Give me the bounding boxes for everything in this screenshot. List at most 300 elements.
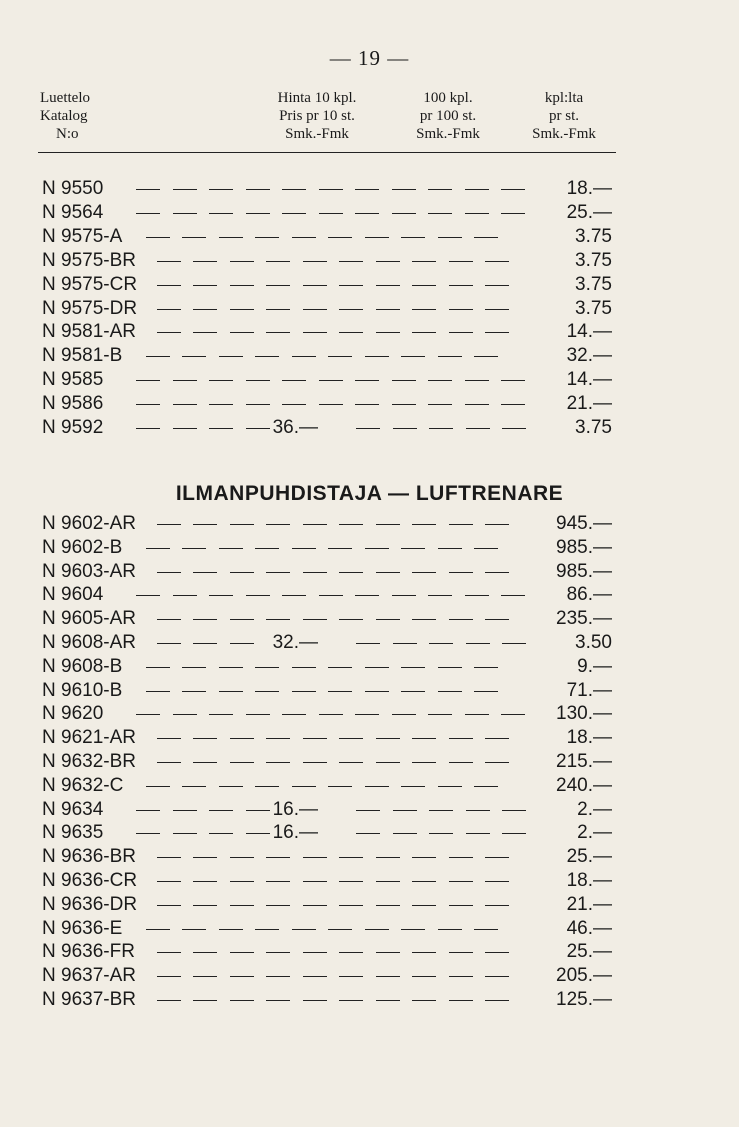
price-each: 32.— <box>566 345 612 367</box>
leader-dash <box>303 952 327 953</box>
leader-dash <box>376 881 400 882</box>
leader-dash <box>266 976 290 977</box>
item-code: N 9604 <box>42 584 104 606</box>
leader-dash <box>292 691 316 692</box>
leader-dash <box>193 1000 217 1001</box>
price-each: 71.— <box>566 679 612 701</box>
leader-dash <box>412 572 436 573</box>
leader-dash <box>157 309 181 310</box>
leader-dash <box>438 667 462 668</box>
list-item <box>0 655 739 679</box>
leader-dash <box>292 667 316 668</box>
leader-dash <box>412 976 436 977</box>
leader-dash <box>230 285 254 286</box>
leader-dash <box>157 332 181 333</box>
item-code: N 9575-A <box>42 225 123 247</box>
list-item <box>0 726 739 750</box>
price-each: 25.— <box>566 201 612 223</box>
leader-dash <box>230 524 254 525</box>
leader-dash <box>428 213 452 214</box>
leader-dash <box>255 548 279 549</box>
list-item <box>0 893 739 917</box>
leader-dash <box>392 189 416 190</box>
leader-dash <box>449 524 473 525</box>
list-item <box>0 679 739 703</box>
header-rule <box>38 152 616 153</box>
leader-dash <box>319 714 343 715</box>
header-price-100-line-3: Smk.-Fmk <box>416 126 480 142</box>
item-code: N 9610-B <box>42 679 123 701</box>
leader-dash <box>173 428 197 429</box>
leader-dash <box>428 714 452 715</box>
leader-dash <box>485 952 509 953</box>
leader-dash <box>429 833 453 834</box>
list-item <box>0 798 739 822</box>
leader-dash <box>319 213 343 214</box>
leader-dash <box>355 213 379 214</box>
price-each: 3.50 <box>575 632 612 653</box>
price-each: 86.— <box>566 584 612 606</box>
leader-dash <box>401 356 425 357</box>
leader-dash <box>193 332 217 333</box>
price-each: 125.— <box>556 989 612 1010</box>
leader-dash <box>193 643 217 644</box>
leader-dash <box>485 1000 509 1001</box>
leader-dash <box>157 285 181 286</box>
item-code: N 9602-AR <box>42 513 136 534</box>
leader-dash <box>376 619 400 620</box>
leader-dash <box>209 714 233 715</box>
leader-dash <box>485 738 509 739</box>
leader-dash <box>303 619 327 620</box>
leader-dash <box>485 881 509 882</box>
price-each: 18.— <box>566 870 612 891</box>
leader-dash <box>136 428 160 429</box>
list-item <box>0 607 739 631</box>
leader-dash <box>219 356 243 357</box>
leader-dash <box>412 332 436 333</box>
leader-dash <box>355 595 379 596</box>
header-katalog-line-1: Luettelo <box>40 90 90 106</box>
leader-dash <box>485 857 509 858</box>
leader-dash <box>449 619 473 620</box>
leader-dash <box>319 595 343 596</box>
leader-dash <box>230 905 254 906</box>
leader-dash <box>355 404 379 405</box>
leader-dash <box>376 524 400 525</box>
leader-dash <box>157 762 181 763</box>
leader-dash <box>182 237 206 238</box>
price-each: 3.75 <box>575 417 612 438</box>
leader-dash <box>146 548 170 549</box>
leader-dash <box>209 428 233 429</box>
leader-dash <box>219 237 243 238</box>
leader-dash <box>376 332 400 333</box>
leader-dash <box>173 189 197 190</box>
header-price-10-line-2: Pris pr 10 st. <box>279 108 355 124</box>
price-each: 21.— <box>566 893 612 915</box>
leader-dash <box>339 524 363 525</box>
leader-dash <box>465 189 489 190</box>
leader-dash <box>282 189 306 190</box>
leader-dash <box>266 332 290 333</box>
list-item <box>0 631 739 655</box>
leader-dash <box>266 881 290 882</box>
leader-dash <box>136 714 160 715</box>
leader-dash <box>209 595 233 596</box>
leader-dash <box>255 667 279 668</box>
leader-dash <box>219 691 243 692</box>
leader-dash <box>376 857 400 858</box>
leader-dash <box>173 810 197 811</box>
leader-dash <box>230 619 254 620</box>
leader-dash <box>146 237 170 238</box>
price-each: 130.— <box>556 703 612 725</box>
leader-dash <box>355 189 379 190</box>
leader-dash <box>230 738 254 739</box>
leader-dash <box>303 738 327 739</box>
leader-dash <box>146 786 170 787</box>
leader-dash <box>182 548 206 549</box>
leader-dash <box>209 213 233 214</box>
header-price-each <box>510 89 618 143</box>
leader-dash <box>474 667 498 668</box>
item-code: N 9635 <box>42 822 104 844</box>
leader-dash <box>266 572 290 573</box>
leader-dash <box>146 929 170 930</box>
price-each: 14.— <box>566 321 612 343</box>
price-10: 36.— <box>272 417 318 438</box>
price-each: 9.— <box>577 655 612 677</box>
leader-dash <box>255 691 279 692</box>
leader-dash <box>401 786 425 787</box>
leader-dash <box>193 952 217 953</box>
leader-dash <box>230 309 254 310</box>
leader-dash <box>146 667 170 668</box>
section-title: ILMANPUHDISTAJA — LUFTRENARE <box>175 482 564 505</box>
leader-dash <box>392 595 416 596</box>
price-10: 32.— <box>272 632 318 653</box>
list-item <box>0 750 739 774</box>
header-price-each-line-3: Smk.-Fmk <box>532 126 596 142</box>
leader-dash <box>230 643 254 644</box>
list-item <box>0 320 739 344</box>
list-item <box>0 416 739 440</box>
leader-dash <box>193 857 217 858</box>
leader-dash <box>173 714 197 715</box>
leader-dash <box>438 786 462 787</box>
item-code: N 9603-AR <box>42 560 136 582</box>
leader-dash <box>266 738 290 739</box>
leader-dash <box>474 786 498 787</box>
leader-dash <box>136 833 160 834</box>
leader-dash <box>230 762 254 763</box>
leader-dash <box>376 976 400 977</box>
leader-dash <box>292 237 316 238</box>
header-katalog-line-2: Katalog <box>40 108 88 124</box>
item-code: N 9632-BR <box>42 751 136 772</box>
item-code: N 9585 <box>42 369 104 391</box>
leader-dash <box>282 714 306 715</box>
leader-dash <box>449 952 473 953</box>
leader-dash <box>255 356 279 357</box>
list-item <box>0 297 739 321</box>
leader-dash <box>474 356 498 357</box>
leader-dash <box>412 619 436 620</box>
leader-dash <box>376 261 400 262</box>
leader-dash <box>230 1000 254 1001</box>
leader-dash <box>465 213 489 214</box>
leader-dash <box>365 691 389 692</box>
leader-dash <box>193 309 217 310</box>
leader-dash <box>209 833 233 834</box>
leader-dash <box>193 738 217 739</box>
leader-dash <box>428 404 452 405</box>
item-code: N 9602-B <box>42 536 123 558</box>
leader-dash <box>412 762 436 763</box>
leader-dash <box>136 404 160 405</box>
leader-dash <box>157 952 181 953</box>
list-item <box>0 917 739 941</box>
leader-dash <box>193 762 217 763</box>
leader-dash <box>157 857 181 858</box>
leader-dash <box>303 857 327 858</box>
leader-dash <box>193 285 217 286</box>
leader-dash <box>376 1000 400 1001</box>
item-code: N 9621-AR <box>42 727 136 749</box>
price-each: 205.— <box>556 965 612 987</box>
leader-dash <box>412 1000 436 1001</box>
leader-dash <box>255 929 279 930</box>
leader-dash <box>328 237 352 238</box>
price-each: 18.— <box>566 178 612 199</box>
leader-dash <box>339 738 363 739</box>
leader-dash <box>328 929 352 930</box>
leader-dash <box>412 905 436 906</box>
item-code: N 9581-B <box>42 345 123 367</box>
leader-dash <box>485 762 509 763</box>
leader-dash <box>157 881 181 882</box>
leader-dash <box>182 356 206 357</box>
item-code: N 9636-CR <box>42 870 138 891</box>
header-price-10-line-1: Hinta 10 kpl. <box>277 90 357 106</box>
leader-dash <box>230 881 254 882</box>
leader-dash <box>193 524 217 525</box>
price-each: 945.— <box>556 513 612 534</box>
leader-dash <box>365 786 389 787</box>
leader-dash <box>182 929 206 930</box>
leader-dash <box>303 762 327 763</box>
leader-dash <box>339 905 363 906</box>
price-each: 2.— <box>577 822 612 844</box>
leader-dash <box>255 786 279 787</box>
header-price-each-line-2: pr st. <box>549 108 579 124</box>
leader-dash <box>246 404 270 405</box>
item-code: N 9634 <box>42 798 104 820</box>
price-each: 25.— <box>566 941 612 963</box>
item-code: N 9608-AR <box>42 632 136 653</box>
leader-dash <box>485 905 509 906</box>
leader-dash <box>292 548 316 549</box>
leader-dash <box>392 213 416 214</box>
leader-dash <box>449 1000 473 1001</box>
leader-dash <box>266 524 290 525</box>
leader-dash <box>339 976 363 977</box>
leader-dash <box>412 857 436 858</box>
page-number: — 19 — <box>329 46 410 70</box>
leader-dash <box>230 857 254 858</box>
leader-dash <box>428 189 452 190</box>
price-10: 16.— <box>272 822 318 844</box>
leader-dash <box>136 595 160 596</box>
price-each: 3.75 <box>575 273 612 295</box>
leader-dash <box>412 261 436 262</box>
leader-dash <box>157 643 181 644</box>
leader-dash <box>428 380 452 381</box>
leader-dash <box>449 261 473 262</box>
price-each: 14.— <box>566 369 612 391</box>
item-code: N 9592 <box>42 417 104 438</box>
leader-dash <box>401 667 425 668</box>
leader-dash <box>449 762 473 763</box>
header-katalog <box>40 89 90 143</box>
leader-dash <box>356 643 380 644</box>
list-item <box>0 702 739 726</box>
leader-dash <box>465 714 489 715</box>
leader-dash <box>136 189 160 190</box>
leader-dash <box>246 213 270 214</box>
leader-dash <box>266 857 290 858</box>
item-code: N 9608-B <box>42 655 123 677</box>
leader-dash <box>282 595 306 596</box>
leader-dash <box>465 404 489 405</box>
item-code: N 9636-FR <box>42 941 135 963</box>
leader-dash <box>157 738 181 739</box>
leader-dash <box>319 404 343 405</box>
item-code: N 9605-AR <box>42 608 136 630</box>
leader-dash <box>485 524 509 525</box>
item-code: N 9550 <box>42 178 104 199</box>
leader-dash <box>412 285 436 286</box>
leader-dash <box>376 572 400 573</box>
leader-dash <box>485 619 509 620</box>
leader-dash <box>193 976 217 977</box>
leader-dash <box>282 380 306 381</box>
leader-dash <box>219 548 243 549</box>
leader-dash <box>355 714 379 715</box>
leader-dash <box>339 881 363 882</box>
item-code: N 9636-BR <box>42 846 136 868</box>
leader-dash <box>339 572 363 573</box>
leader-dash <box>449 332 473 333</box>
price-each: 3.75 <box>575 297 612 319</box>
list-item <box>0 560 739 584</box>
leader-dash <box>303 905 327 906</box>
leader-dash <box>376 905 400 906</box>
leader-dash <box>303 285 327 286</box>
leader-dash <box>136 213 160 214</box>
header-katalog-line-3: N:o <box>56 126 79 142</box>
item-code: N 9581-AR <box>42 321 136 343</box>
list-item <box>0 845 739 869</box>
header-price-each-line-1: kpl:lta <box>544 90 584 106</box>
price-each: 21.— <box>566 393 612 415</box>
item-code: N 9620 <box>42 703 104 725</box>
leader-dash <box>193 572 217 573</box>
item-code: N 9575-BR <box>42 249 136 271</box>
leader-dash <box>449 309 473 310</box>
leader-dash <box>339 762 363 763</box>
item-code: N 9632-C <box>42 774 124 796</box>
list-item <box>0 964 739 988</box>
item-code: N 9636-E <box>42 917 123 939</box>
list-item <box>0 273 739 297</box>
leader-dash <box>438 929 462 930</box>
list-item <box>0 583 739 607</box>
leader-dash <box>328 356 352 357</box>
leader-dash <box>219 786 243 787</box>
price-each: 235.— <box>556 608 612 630</box>
leader-dash <box>429 428 453 429</box>
leader-dash <box>303 261 327 262</box>
leader-dash <box>255 237 279 238</box>
price-each: 985.— <box>556 536 612 558</box>
leader-dash <box>449 905 473 906</box>
leader-dash <box>465 595 489 596</box>
leader-dash <box>157 905 181 906</box>
leader-dash <box>303 332 327 333</box>
leader-dash <box>230 976 254 977</box>
leader-dash <box>428 595 452 596</box>
leader-dash <box>173 833 197 834</box>
leader-dash <box>465 380 489 381</box>
leader-dash <box>355 380 379 381</box>
leader-dash <box>485 261 509 262</box>
leader-dash <box>266 1000 290 1001</box>
leader-dash <box>246 714 270 715</box>
leader-dash <box>328 786 352 787</box>
leader-dash <box>485 332 509 333</box>
leader-dash <box>173 380 197 381</box>
price-each: 3.75 <box>575 225 612 247</box>
leader-dash <box>485 285 509 286</box>
list-item <box>0 988 739 1012</box>
leader-dash <box>449 285 473 286</box>
leader-dash <box>266 261 290 262</box>
leader-dash <box>376 309 400 310</box>
leader-dash <box>209 404 233 405</box>
leader-dash <box>246 380 270 381</box>
leader-dash <box>485 309 509 310</box>
leader-dash <box>193 905 217 906</box>
price-each: 2.— <box>577 798 612 820</box>
leader-dash <box>193 881 217 882</box>
list-item <box>0 344 739 368</box>
leader-dash <box>474 237 498 238</box>
leader-dash <box>266 309 290 310</box>
leader-dash <box>230 261 254 262</box>
leader-dash <box>266 952 290 953</box>
leader-dash <box>466 810 490 811</box>
leader-dash <box>376 952 400 953</box>
leader-dash <box>393 810 417 811</box>
leader-dash <box>438 356 462 357</box>
leader-dash <box>303 881 327 882</box>
leader-dash <box>392 404 416 405</box>
list-item <box>0 512 739 536</box>
leader-dash <box>356 810 380 811</box>
leader-dash <box>303 309 327 310</box>
